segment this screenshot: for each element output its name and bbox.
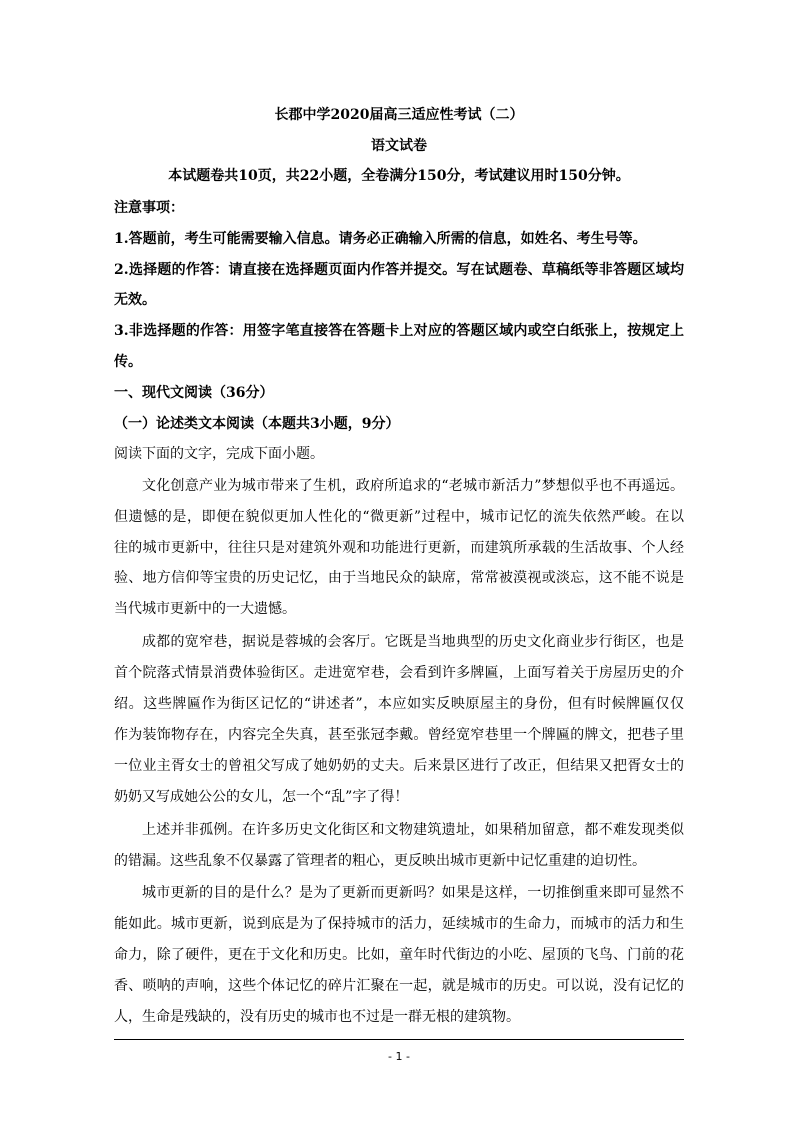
passage-line: 奶奶又写成她公公的女儿，怎一个“乱”字了得！ (114, 789, 409, 805)
passage-line: 人，生命是残缺的，没有历史的城市也不过是一群无根的建筑物。 (114, 1009, 520, 1025)
footer-divider (114, 1039, 684, 1040)
passage-line: 首个院落式情景消费体验街区。走进宽窄巷，会看到许多牌匾，上面写着关于房屋历史的介 (114, 665, 684, 681)
section-heading: 一、现代文阅读（36分） (114, 385, 274, 401)
notice-item-3-line-1: 3.非选择题的作答：用签字笔直接答在答题卡上对应的答题区域内或空白纸张上，按规定上 (114, 323, 684, 339)
exam-summary: 本试题卷共10页，共22小题，全卷满分150分，考试建议用时150分钟。 (168, 168, 630, 184)
passage-line: 验、地方信仰等宝贵的历史记忆，由于当地民众的缺席，常常被漠视或淡忘，这不能不说是 (114, 570, 684, 586)
reading-instruction: 阅读下面的文字，完成下面小题。 (114, 446, 324, 462)
passage-line: 的错漏。这些乱象不仅暴露了管理者的粗心，更反映出城市更新中记忆重建的迫切性。 (114, 853, 646, 869)
passage-line: 当代城市更新中的一大遗憾。 (114, 601, 296, 617)
passage-line: 城市更新的目的是什么？是为了更新而更新吗？如果是这样，一切推倒重来即可显然不 (142, 885, 684, 901)
page-number: - 1 - (388, 1050, 410, 1063)
notice-item-2-line-2: 无效。 (114, 292, 156, 308)
notice-item-1: 1.答题前，考生可能需要输入信息。请务必正确输入所需的信息，如姓名、考生号等。 (114, 231, 647, 247)
notice-item-2-line-1: 2.选择题的作答：请直接在选择题页面内作答并提交。写在试题卷、草稿纸等非答题区域均 (114, 262, 684, 278)
subsection-heading: （一）论述类文本阅读（本题共3小题，9分） (114, 416, 400, 432)
passage-line: 能如此。城市更新，说到底是为了保持城市的活力，延续城市的生命力，而城市的活力和生 (114, 916, 684, 932)
passage-line: 但遗憾的是，即便在貌似更加人性化的“微更新”过程中，城市记忆的流失依然严峻。在以 (114, 509, 684, 525)
passage-line: 命力，除了硬件，更在于文化和历史。比如，童年时代街边的小吃、屋顶的飞鸟、门前的花 (114, 947, 684, 963)
notice-item-3-line-2: 传。 (114, 354, 142, 370)
passage-line: 绍。这些牌匾作为街区记忆的“讲述者”，本应如实反映原屋主的身份，但有时候牌匾仅仅 (114, 696, 684, 712)
passage-line: 往的城市更新中，往往只是对建筑外观和功能进行更新，而建筑所承载的生活故事、个人经 (114, 540, 684, 556)
passage-line: 一位业主胥女士的曾祖父写成了她奶奶的丈夫。后来景区进行了改正，但结果又把胥女士的 (114, 758, 684, 774)
passage-line: 文化创意产业为城市带来了生机，政府所追求的“老城市新活力”梦想似乎也不再遥远。 (142, 478, 684, 494)
notice-heading: 注意事项： (114, 200, 184, 216)
passage-line: 香、唢呐的声响，这些个体记忆的碎片汇聚在一起，就是城市的历史。可以说，没有记忆的 (114, 978, 684, 994)
passage-line: 作为装饰物存在，内容完全失真，甚至张冠李戴。曾经宽窄巷里一个牌匾的牌文，把巷子里 (114, 727, 684, 743)
exam-title: 长郡中学2020届高三适应性考试（二） (274, 107, 524, 123)
exam-subject: 语文试卷 (371, 138, 427, 154)
passage-line: 上述并非孤例。在许多历史文化街区和文物建筑遗址，如果稍加留意，都不难发现类似 (142, 822, 684, 838)
passage-line: 成都的宽窄巷，据说是蓉城的会客厅。它既是当地典型的历史文化商业步行街区，也是 (142, 634, 684, 650)
